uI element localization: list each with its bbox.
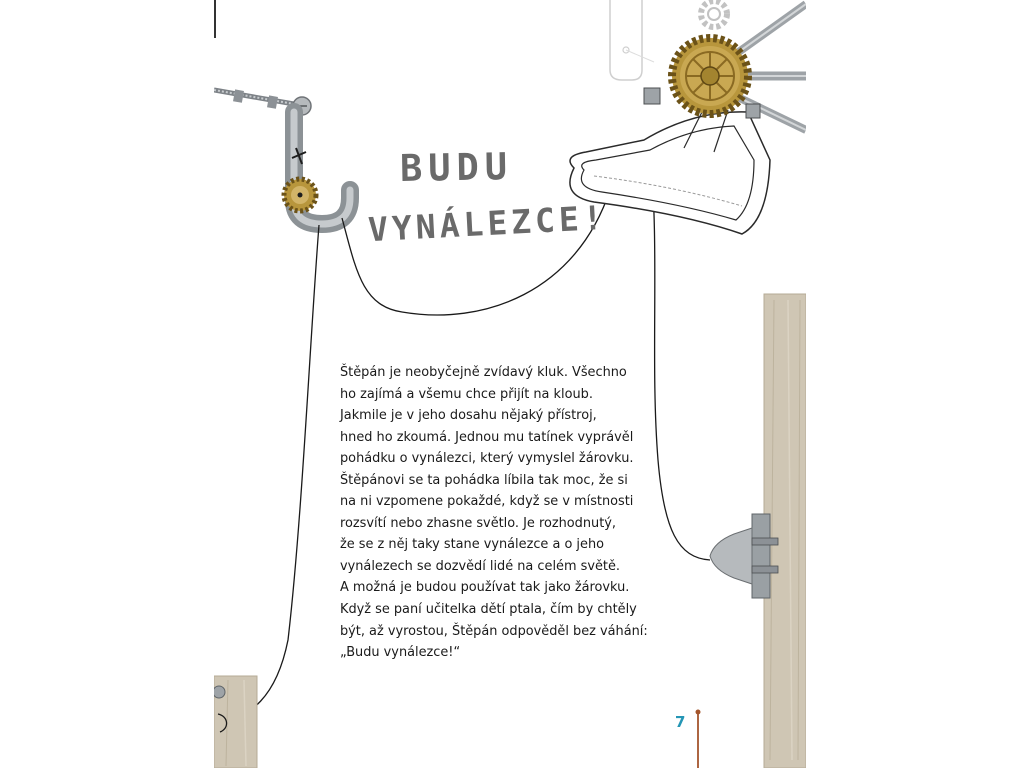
page-edge-mark: [214, 0, 216, 38]
book-page: [214, 0, 806, 768]
story-line: že se z něj taky stane vynálezce a o jeho: [340, 537, 605, 553]
page-number: 7: [675, 713, 686, 731]
sketch-panel: [610, 0, 654, 80]
electric-plug: [710, 514, 778, 598]
story-text: [340, 362, 670, 664]
story-line: vynálezech se dozvědí lidé na celém světě.: [340, 558, 620, 574]
story-line: Jakmile je v jeho dosahu nějaký přístroj,: [340, 408, 597, 424]
story-line: být, až vyrostou, Štěpán odpověděl bez váhání:: [340, 623, 648, 639]
story-line: na ni vzpomene pokaždé, když se v místnosti: [340, 494, 634, 510]
title-line-1: BUDU: [399, 145, 514, 190]
story-line: Když se paní učitelka dětí ptala, čím by chtěly: [340, 602, 637, 618]
story-line: Štěpánovi se ta pohádka líbila tak moc, že si: [340, 472, 628, 488]
title-line-2: VYNÁLEZCE!: [367, 197, 608, 250]
story-line: „Budu vynálezce!“: [340, 645, 461, 661]
wooden-block-left: [214, 676, 257, 768]
story-line: rozsvítí nebo zhasne světlo. Je rozhodnutý,: [340, 515, 616, 531]
large-brass-gear: [672, 38, 748, 114]
grey-gear-icon: [701, 1, 727, 27]
story-line: Štěpán je neobyčejně zvídavý kluk. Všechno: [340, 365, 627, 380]
story-line: hned ho zkoumá. Jednou mu tatínek vyprávěl: [340, 429, 634, 445]
story-line: ho zajímá a všemu chce přijít na kloub.: [340, 386, 593, 402]
story-line: A možná je budou používat tak jako žárovku.: [340, 580, 630, 596]
pin: [696, 710, 701, 768]
small-brass-gear: [284, 179, 316, 211]
story-line: pohádku o vynálezci, který vymyslel žárovku.: [340, 451, 634, 467]
